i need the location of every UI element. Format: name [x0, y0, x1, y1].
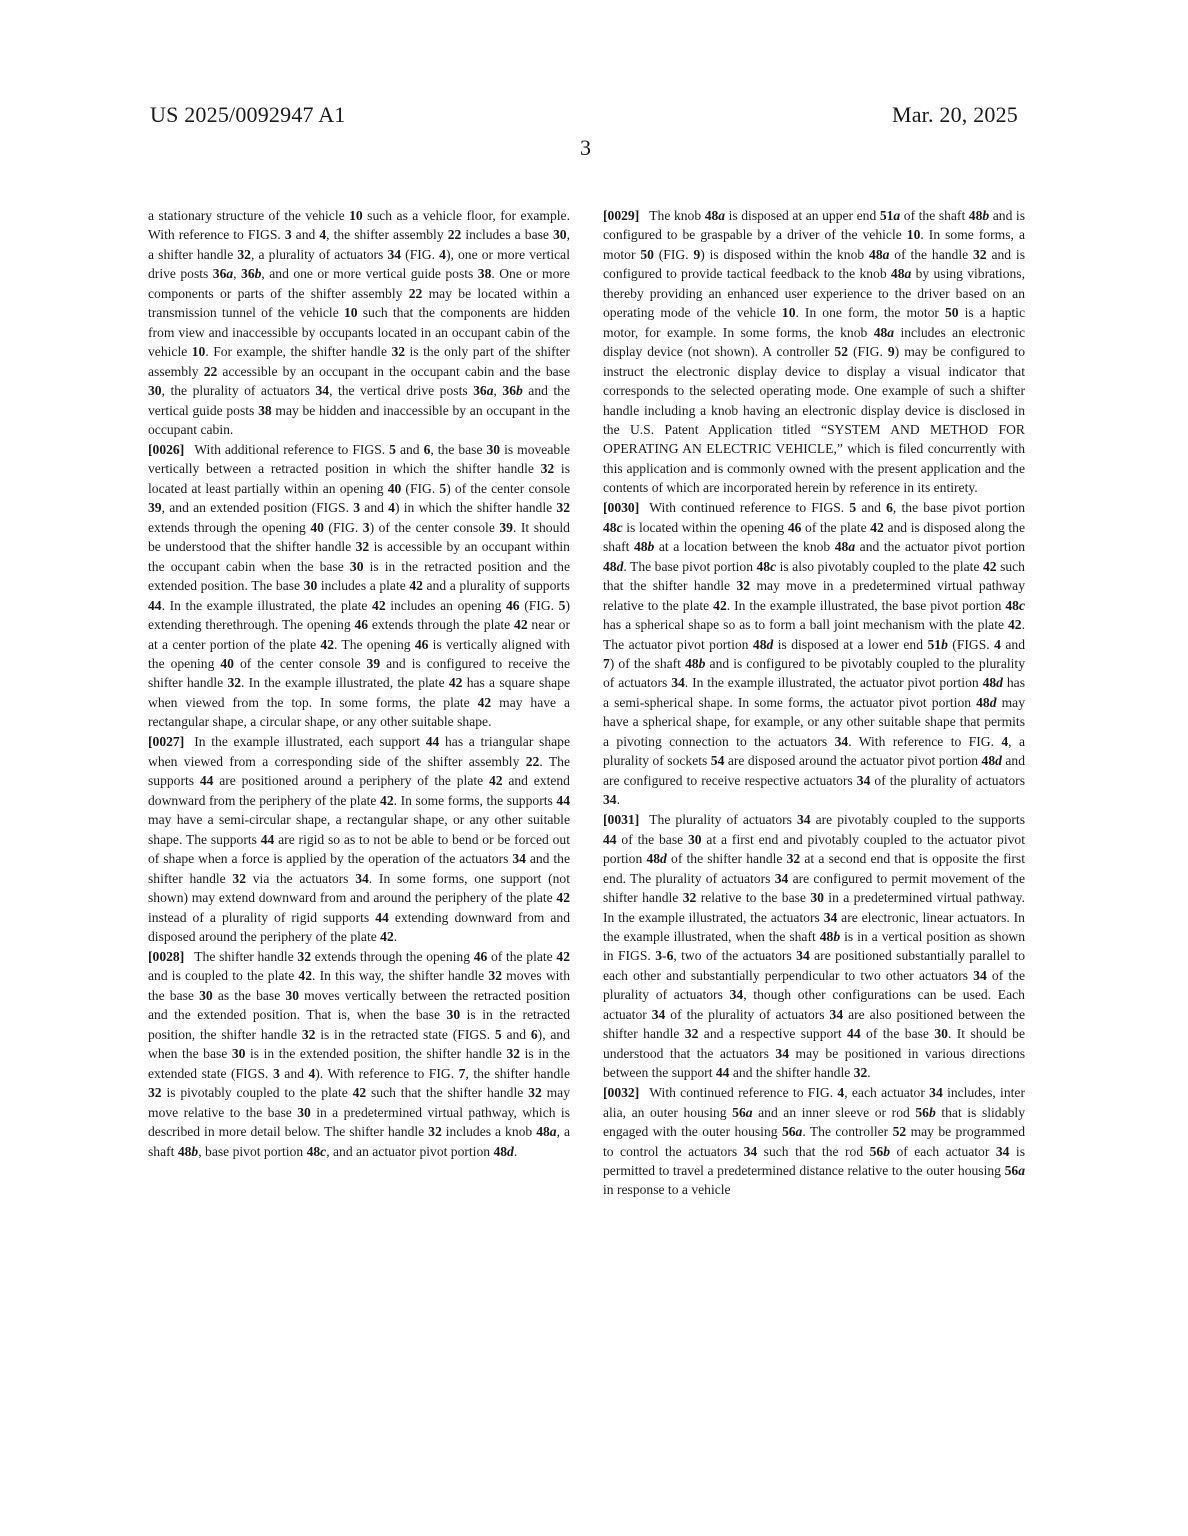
paragraph	[603, 206, 1025, 498]
paragraph-text: The plurality of actuators 34 are pivotably coupled to the supports 44 of the base 30 at a first end and pivotably coupled to the actuator pivot portion 48d of the shifter handle 32 at a second end that is opposite the first end. The plurality of actuators 34 are configured to permit movement of the shifter handle 32 relative to the base 30 in a predetermined virtual pathway. In the example illustrated, the actuators 34 are electronic, linear actuators. In the example illustrated, when the shaft 48b is in a vertical position as shown in FIGS. 3-6, two of the actuators 34 are positioned substantially parallel to each other and substantially perpendicular to two other actuators 34 of the plurality of actuators 34, though other configurations can be used. Each actuator 34 of the plurality of actuators 34 are also positioned between the shifter handle 32 and a respective support 44 of the base 30. It should be understood that the actuators 34 may be positioned in various directions between the support 44 and the shifter handle 32.	[603, 812, 1026, 1081]
paragraph-number: [0029]	[603, 208, 640, 223]
paragraph-number: [0028]	[148, 949, 185, 964]
paragraph-text: In the example illustrated, each support 44 has a triangular shape when viewed from a corresponding side of the shifter assembly 22. The supports 44 are positioned around a periphery of the plate 42 and extend downward from the periphery of the plate 42. In some forms, the supports 44 may have a semi-circular shape, a rectangular shape, or any other suitable shape. The supports 44 are rigid so as to not be able to bend or be forced out of shape when a force is applied by the operation of the actuators 34 and the shifter handle 32 via the actuators 34. In some forms, one support (not shown) may extend downward from and around the periphery of the plate 42 instead of a plurality of rigid supports 44 extending downward from and disposed around the periphery of the plate 42.	[148, 734, 571, 944]
paragraph-number: [0032]	[603, 1085, 640, 1101]
paragraph	[603, 498, 1025, 809]
paragraph-text: a stationary structure of the vehicle 10 such as a vehicle floor, for example. With reference to FIGS. 3 and 4, the shifter assembly 22 includes a base 30, a shifter handle 32, a plurality of actuators 34 (FIG. 4), one or more vertical drive posts 36a, 36b, and one or more vertical guide posts 38. One or more components or parts of the shifter assembly 22 may be located within a transmission tunnel of the vehicle 10 such that the components are hidden from view and inaccessible by occupants located in an occupant cabin of the vehicle 10. For example, the shifter handle 32 is the only part of the shifter assembly 22 accessible by an occupant in the occupant cabin and the base 30, the plurality of actuators 34, the vertical drive posts 36a, 36b and the vertical guide posts 38 may be hidden and inaccessible by an occupant in the occupant cabin.	[148, 208, 571, 437]
paragraph	[148, 732, 570, 946]
publication-number: US 2025/0092947 A1	[150, 102, 346, 127]
paragraph	[148, 440, 570, 732]
paragraph-text: The shifter handle 32 extends through the opening 46 of the plate 42 and is coupled to the plate 42. In this way, the shifter handle 32 moves with the base 30 as the base 30 moves vertically between the retracted position and the extended position. That is, when the base 30 is in the retracted position, the shifter handle 32 is in the retracted state (FIGS. 5 and 6), and when the base 30 is in the extended position, the shifter handle 32 is in the extended state (FIGS. 3 and 4). With reference to FIG. 7, the shifter handle 32 is pivotably coupled to the plate 42 such that the shifter handle 32 may move relative to the base 30 in a predetermined virtual pathway, which is described in more detail below. The shifter handle 32 includes a knob 48a, a shaft 48b, base pivot portion 48c, and an actuator pivot portion 48d.	[148, 949, 571, 1159]
left-text-column	[148, 206, 570, 1162]
page-number: 3	[580, 135, 591, 160]
right-text-column	[603, 206, 1025, 1200]
paragraph-text: With continued reference to FIGS. 5 and 6, the base pivot portion 48c is located within the opening 46 of the plate 42 and is disposed along the shaft 48b at a location between the knob 48a and the actuator pivot portion 48d. The base pivot portion 48c is also pivotably coupled to the plate 42 such that the shifter handle 32 may move in a predetermined virtual pathway relative to the plate 42. In the example illustrated, the base pivot portion 48c has a spherical shape so as to form a ball joint mechanism with the plate 42. The actuator pivot portion 48d is disposed at a lower end 51b (FIGS. 4 and 7) of the shaft 48b and is configured to be pivotably coupled to the plurality of actuators 34. In the example illustrated, the actuator pivot portion 48d has a semi-spherical shape. In some forms, the actuator pivot portion 48d may have a spherical shape, for example, or any other suitable shape that permits a pivoting connection to the actuators 34. With reference to FIG. 4, a plurality of sockets 54 are disposed around the actuator pivot portion 48d and are configured to receive respective actuators 34 of the plurality of actuators 34.	[603, 500, 1026, 808]
paragraph-text: With continued reference to FIG. 4, each actuator 34 includes, inter alia, an outer housing 56a and an inner sleeve or rod 56b that is slidably engaged with the outer housing 56a. The controller 52 may be programmed to control the actuators 34 such that the rod 56b of each actuator 34 is permitted to travel a predetermined distance relative to the outer housing 56a in response to a vehicle	[603, 1085, 1026, 1198]
paragraph-number: [0030]	[603, 500, 640, 516]
paragraph-number: [0031]	[603, 812, 640, 828]
paragraph-number: [0027]	[148, 734, 185, 750]
paragraph	[603, 1083, 1025, 1200]
paragraph-text: The knob 48a is disposed at an upper end 51a of the shaft 48b and is configured to be graspable by a driver of the vehicle 10. In some forms, a motor 50 (FIG. 9) is disposed within the knob 48a of the handle 32 and is configured to provide tactical feedback to the knob 48a by using vibrations, thereby providing an enhanced user experience to the driver based on an operating mode of the vehicle 10. In one form, the motor 50 is a haptic motor, for example. In some forms, the knob 48a includes an electronic display device (not shown). A controller 52 (FIG. 9) may be configured to instruct the electronic display device to display a visual indicator that corresponds to the selected operating mode. One example of such a shifter handle including a knob having an electronic display device is disclosed in the U.S. Patent Application titled “SYSTEM AND METHOD FOR OPERATING AN ELECTRIC VEHICLE,” which is filed concurrently with this application and is commonly owned with the present application and the contents of which are incorporated herein by reference in its entirety.	[603, 208, 1025, 496]
paragraph	[148, 206, 570, 439]
paragraph-text: With additional reference to FIGS. 5 and 6, the base 30 is moveable vertically between a retracted position in which the shifter handle 32 is located at least partially within an opening 40 (FIG. 5) of the center console 39, and an extended position (FIGS. 3 and 4) in which the shifter handle 32 extends through the opening 40 (FIG. 3) of the center console 39. It should be understood that the shifter handle 32 is accessible by an occupant within the occupant cabin when the base 30 is in the retracted position and the extended position. The base 30 includes a plate 42 and a plurality of supports 44. In the example illustrated, the plate 42 includes an opening 46 (FIG. 5) extending therethrough. The opening 46 extends through the plate 42 near or at a center portion of the plate 42. The opening 46 is vertically aligned with the opening 40 of the center console 39 and is configured to receive the shifter handle 32. In the example illustrated, the plate 42 has a square shape when viewed from the top. In some forms, the plate 42 may have a rectangular shape, a circular shape, or any other suitable shape.	[148, 442, 571, 730]
paragraph	[148, 947, 570, 1161]
publication-date: Mar. 20, 2025	[891, 102, 1018, 127]
paragraph-number: [0026]	[148, 442, 185, 458]
paragraph	[603, 810, 1025, 1082]
